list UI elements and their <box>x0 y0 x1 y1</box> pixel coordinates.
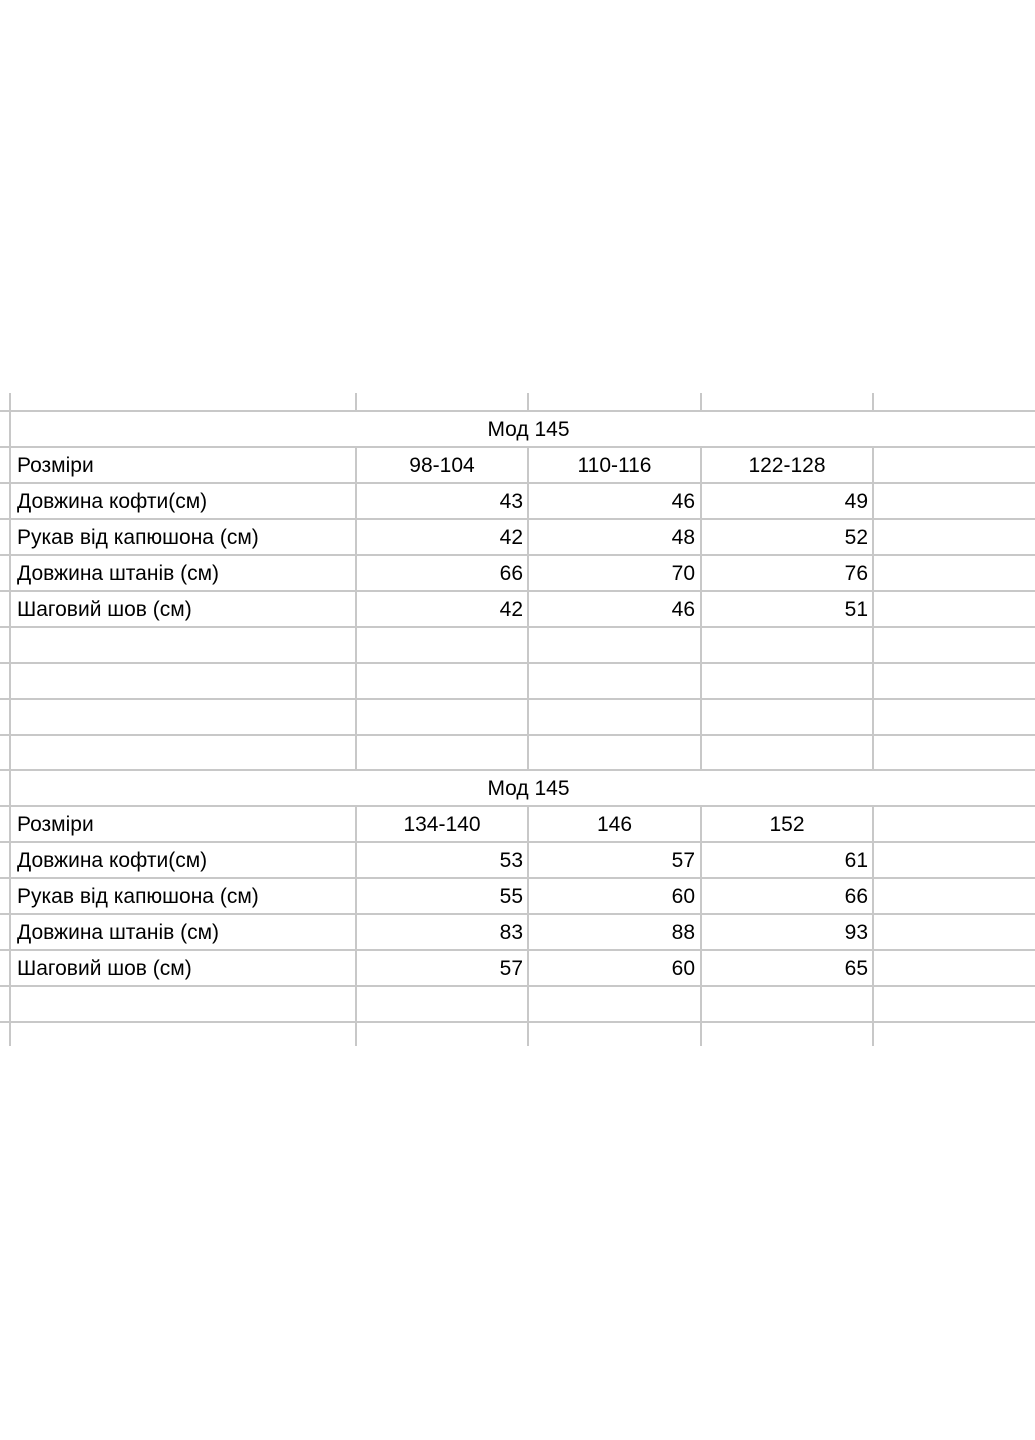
grid-line <box>0 734 1035 736</box>
value-cell: 83 <box>499 921 523 944</box>
value-cell: 65 <box>844 957 868 980</box>
size-header: 110-116 <box>577 454 652 477</box>
value-cell: 51 <box>844 598 868 621</box>
value-cell: 46 <box>671 490 695 513</box>
value-cell: 57 <box>499 957 523 980</box>
value-cell: 43 <box>499 490 523 513</box>
grid-line <box>700 393 702 410</box>
grid-line <box>872 393 874 410</box>
value-cell: 55 <box>499 885 523 908</box>
grid-line <box>0 1021 1035 1023</box>
row-label: Рукав від капюшона (см) <box>17 526 259 549</box>
value-cell: 61 <box>844 849 868 872</box>
grid-line <box>0 662 1035 664</box>
row-label: Довжина штанів (см) <box>17 562 220 585</box>
value-cell: 52 <box>844 526 868 549</box>
value-cell: 70 <box>671 562 695 585</box>
row-label: Рукав від капюшона (см) <box>17 885 259 908</box>
size-header: 122-128 <box>748 454 826 477</box>
size-header: 134-140 <box>403 813 481 836</box>
table-title: Мод 145 <box>487 418 570 441</box>
value-cell: 42 <box>499 598 523 621</box>
size-header: 152 <box>769 813 805 836</box>
value-cell: 53 <box>499 849 523 872</box>
row-label: Довжина штанів (см) <box>17 921 220 944</box>
value-cell: 88 <box>671 921 695 944</box>
value-cell: 49 <box>844 490 868 513</box>
value-cell: 60 <box>671 885 695 908</box>
value-cell: 42 <box>499 526 523 549</box>
size-header: 98-104 <box>409 454 475 477</box>
spreadsheet-grid <box>0 393 1035 1046</box>
row-label: Шаговий шов (см) <box>17 957 192 980</box>
table-title: Мод 145 <box>487 777 570 800</box>
sizes-header-label: Розміри <box>17 813 94 836</box>
value-cell: 46 <box>671 598 695 621</box>
grid-line <box>872 805 874 1046</box>
grid-line <box>0 698 1035 700</box>
value-cell: 93 <box>844 921 868 944</box>
row-label: Шаговий шов (см) <box>17 598 192 621</box>
row-label: Довжина кофти(см) <box>17 490 208 513</box>
row-label: Довжина кофти(см) <box>17 849 208 872</box>
grid-line <box>872 446 874 769</box>
value-cell: 66 <box>499 562 523 585</box>
grid-line <box>527 393 529 410</box>
value-cell: 66 <box>844 885 868 908</box>
grid-line <box>9 393 11 1046</box>
value-cell: 76 <box>844 562 868 585</box>
value-cell: 48 <box>671 526 695 549</box>
value-cell: 60 <box>671 957 695 980</box>
size-header: 146 <box>596 813 633 836</box>
sizes-header-label: Розміри <box>17 454 94 477</box>
grid-line <box>355 393 357 410</box>
value-cell: 57 <box>671 849 695 872</box>
